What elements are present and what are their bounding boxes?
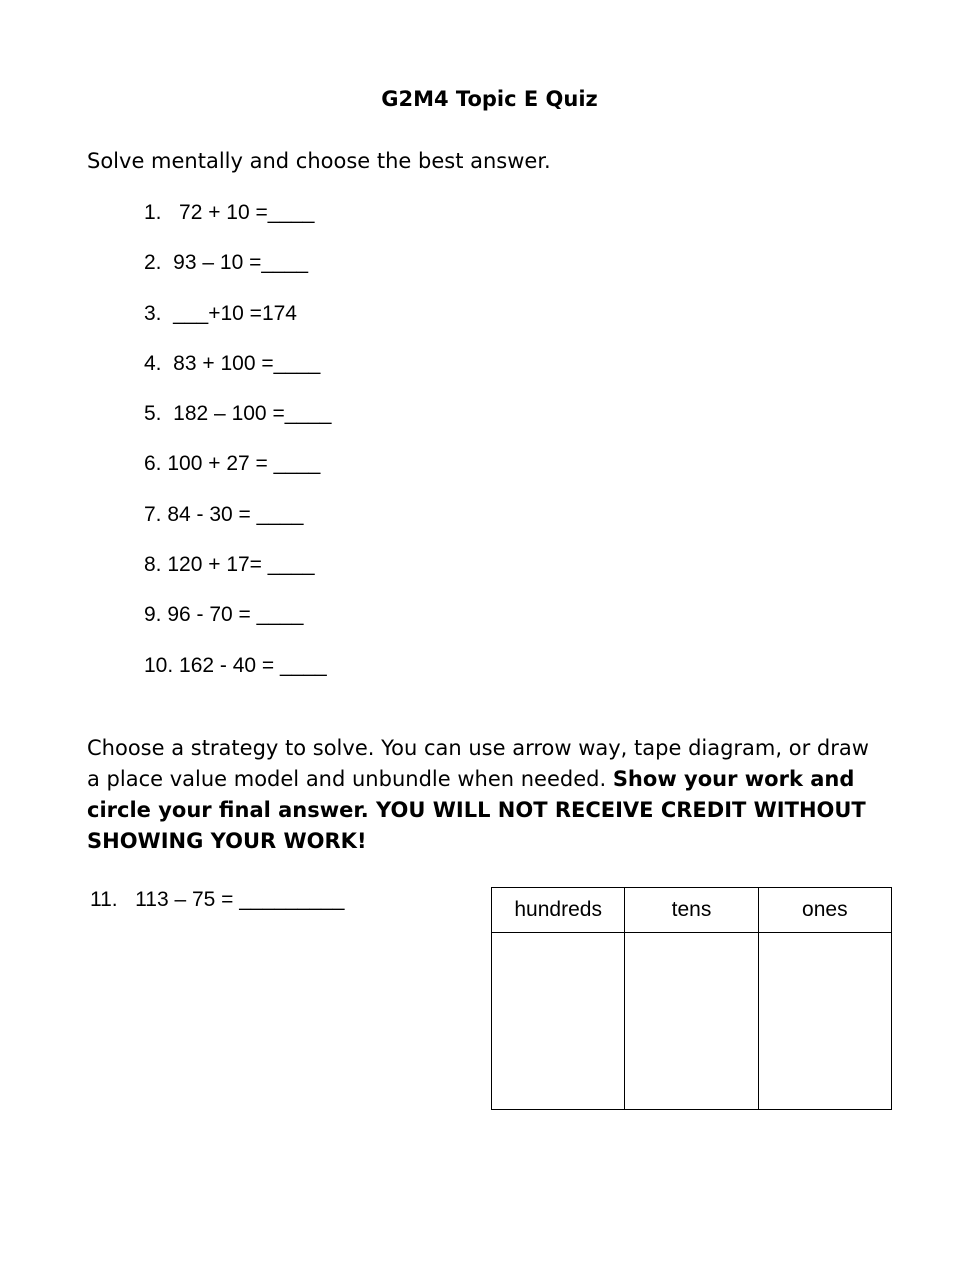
problem-5: 5. 182 – 100 =____	[144, 402, 332, 426]
problem-10: 10. 162 - 40 = ____	[144, 653, 327, 677]
section2-instruction-bold: Show your work and circle your final answer. YOU WILL NOT RECEIVE CREDIT WITHOUT SHOWING YOUR WORK!	[87, 767, 866, 853]
section2-instruction-plain: Choose a strategy to solve. You can use arrow way, tape diagram, or draw a place value model and unbundle when needed.	[87, 736, 869, 791]
place-value-header-tens: tens	[625, 888, 758, 933]
place-value-header-ones: ones	[758, 888, 891, 933]
place-value-cell-ones	[758, 933, 891, 1110]
place-value-cell-hundreds	[492, 933, 625, 1110]
problem-2: 2. 93 – 10 =____	[144, 251, 309, 275]
mental-math-problem-list	[144, 199, 331, 702]
section1-instruction: Solve mentally and choose the best answer.	[87, 149, 551, 173]
problem-9: 9. 96 - 70 = ____	[144, 603, 304, 627]
place-value-cell-tens	[625, 933, 758, 1110]
place-value-header-hundreds: hundreds	[492, 888, 625, 933]
problem-4: 4. 83 + 100 =____	[144, 351, 321, 375]
problem-8: 8. 120 + 17= ____	[144, 553, 315, 577]
section2-instruction	[87, 733, 887, 857]
problem-3: 3. ___+10 =174	[144, 301, 297, 325]
problem-7: 7. 84 - 30 = ____	[144, 502, 304, 526]
place-value-chart	[491, 887, 892, 1110]
problem-6: 6. 100 + 27 = ____	[144, 452, 321, 476]
problem-11: 11. 113 – 75 = _________	[90, 888, 345, 911]
problem-1: 1. 72 + 10 =____	[144, 201, 315, 224]
page-title: G2M4 Topic E Quiz	[381, 87, 598, 111]
